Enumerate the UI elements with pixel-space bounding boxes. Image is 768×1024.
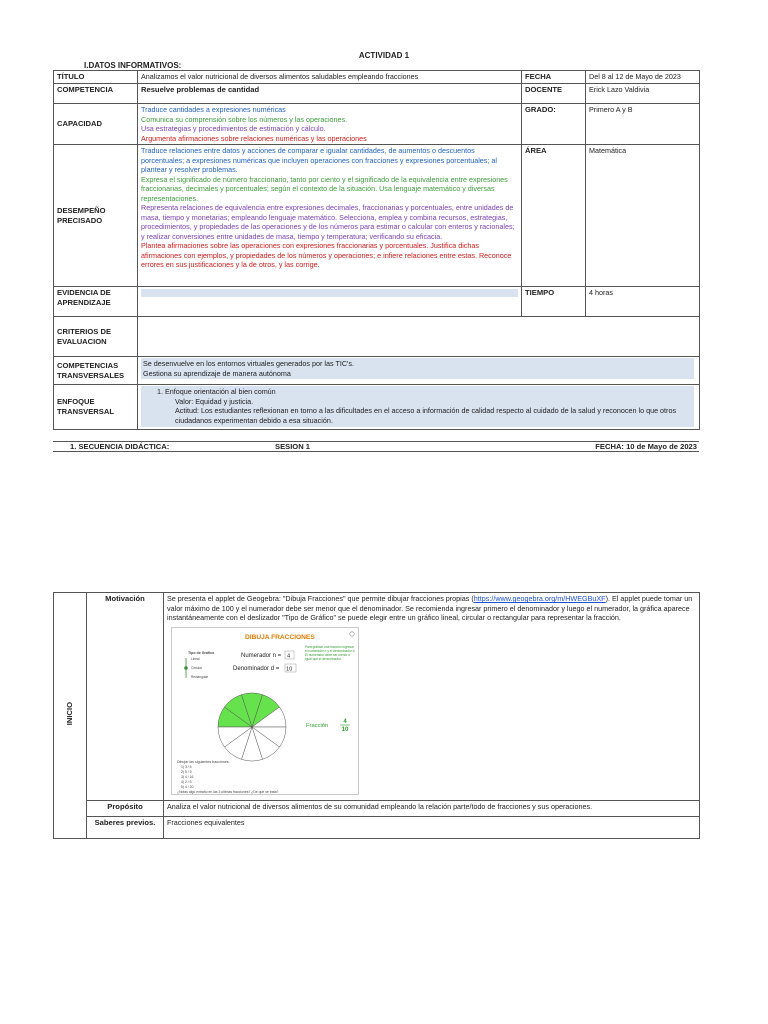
fraccion-numerador: 4 <box>343 718 347 725</box>
transversal-item: Se desenvuelve en los entornos virtuales generados por las TIC's. <box>143 359 354 369</box>
tipo-option-circular[interactable]: Circular <box>191 665 202 670</box>
desempeno-list <box>138 145 522 287</box>
docente-label: DOCENTE <box>522 84 586 104</box>
instruction-item: 5) 4 / 20 <box>181 784 194 789</box>
titulo-value: Analizamos el valor nutricional de diversos alimentos saludables empleando fracciones <box>138 71 522 84</box>
enfoque-valor: Valor: Equidad y justicia. <box>175 396 254 406</box>
tipo-option-lineal[interactable]: Lineal <box>191 656 200 661</box>
instructions-title: Dibujar las siguientes fracciones: <box>177 759 230 764</box>
capacidad-label: CAPACIDAD <box>54 104 138 145</box>
capacidad-item: Traduce cantidades a expresiones numéricas <box>141 105 286 115</box>
area-value: Matemática <box>586 145 700 287</box>
applet-title: DIBUJA FRACCIONES <box>245 633 315 641</box>
transversales-list <box>138 357 700 385</box>
transversales-block <box>141 358 694 379</box>
instruction-item: 3) 4 / 16 <box>181 774 194 779</box>
capacidad-item: Argumenta afirmaciones sobre relaciones numéricas y las operaciones <box>141 133 367 143</box>
proposito-label: Propósito <box>87 800 164 816</box>
transversal-item: Gestiona su aprendizaje de manera autónoma <box>143 368 291 378</box>
geogebra-link[interactable]: https://www.geogebra.org/m/HWEGBuXF <box>473 594 606 603</box>
tipo-grafico-label: Tipo de Gráfico <box>188 650 215 655</box>
area-label: ÁREA <box>522 145 586 287</box>
enfoque-content <box>141 386 694 427</box>
capacidad-item: Usa estrategias y procedimientos de estimación y cálculo. <box>141 124 326 134</box>
instruction-item: 1) 3 / 5 <box>181 764 192 769</box>
grado-label: GRADO: <box>522 104 586 145</box>
motivacion-cell <box>164 593 700 801</box>
saberes-label: Saberes previos. <box>87 816 164 838</box>
criterios-label: CRITERIOS DE EVALUACION <box>54 317 138 357</box>
applet-question: ¿Notas algo extraño en las 3 últimas fracciones? ¿De qué se trata? <box>177 789 279 794</box>
applet-hint: Para graficar una fracción ingresar el numerador n y el denominador d. El numerador debe ser menor o igual que el denominador. <box>305 644 356 661</box>
secuencia-sesion: SESION 1 <box>275 442 311 451</box>
capacidad-item: Comunica su comprensión sobre los números y las operaciones. <box>141 114 348 124</box>
instruction-item: 2) 5 / 9 <box>181 769 192 774</box>
desempeno-item: Representa relaciones de equivalencia entre expresiones decimales, fraccionarias y porcentuales, entre unidades de masa, tiempo y monetarias; empleando lenguaje matemático. Selecciona, emplea y combina recursos, estrategias, procedimientos, y propiedades de las operaciones y de los números para estimar o calcular con enteros y racionales; y realizar conversiones entre unidades de masa, tiempo y temperatura; verificando su eficacia. <box>141 203 515 241</box>
competencia-value: Resuelve problemas de cantidad <box>138 84 522 104</box>
tiempo-value: 4 horas <box>586 287 700 317</box>
numerador-label: Numerador n = <box>241 652 282 659</box>
desempeno-item: Expresa el significado de número fraccionario, tanto por ciento y el significado de la equivalencia entre expresiones fraccionarias, decimales y porcentuales; según el contexto de la situación. Usa lenguaje matemático y diversas representaciones. <box>141 174 508 203</box>
transversales-label: COMPETENCIAS TRANSVERSALES <box>54 357 138 385</box>
evidencia-label: EVIDENCIA DE APRENDIZAJE <box>54 287 138 317</box>
tiempo-label: TIEMPO <box>522 287 586 317</box>
geogebra-applet[interactable] <box>171 627 359 795</box>
fraction-pie <box>218 692 286 760</box>
desempeno-label: DESEMPEÑO PRECISADO <box>54 145 138 287</box>
fecha-label: FECHA <box>522 71 586 84</box>
motivacion-post: ). El applet puede tomar un valor máximo de 100 y el numerador debe ser menor que el denominador. Se recomienda ingresar primero el denominador y luego el numerador, la gráfica aparece instantáneamente con el deslizador "Tipo de Gráfico" se puede elegir entre un gráfico lineal, circular o rectangular para representar la fracción. <box>167 594 693 622</box>
applet-hint-wrap <box>305 645 357 675</box>
capacidad-list <box>138 104 522 145</box>
fraccion-label: Fracción <box>306 722 329 729</box>
inicio-cell <box>54 593 87 839</box>
denominador-value: 10 <box>286 666 293 672</box>
secuencia-bar <box>53 441 699 452</box>
desempeno-item: Plantea afirmaciones sobre las operaciones con expresiones fraccionarias y porcentuales. Justifica dichas afirmaciones con ejemplos, y propiedades de los números y operaciones; e infiere relaciones entre estas. Reconoce errores en sus justificaciones y la de otros, y las corrige. <box>141 241 512 270</box>
desempeno-item: Traduce relaciones entre datos y acciones de comparar e igualar cantidades, de aumentos o descuentos porcentuales; a expresiones numéricas que incluyen operaciones con fracciones y expresiones porcentuales; al plantear y resolver problemas. <box>141 146 497 175</box>
enfoque-label: ENFOQUE TRANSVERSAL <box>54 385 138 430</box>
applet-canvas <box>172 628 358 794</box>
evidencia-value <box>138 287 522 317</box>
numerador-value: 4 <box>287 653 291 659</box>
criterios-value <box>138 317 700 357</box>
tipo-option-rectangular[interactable]: Rectangular <box>191 674 209 679</box>
proposito-value: Analiza el valor nutricional de diversos alimentos de su comunidad empleando la relación parte/todo de fracciones y sus operaciones. <box>164 800 700 816</box>
secuencia-heading: 1. SECUENCIA DIDÁCTICA: <box>70 442 170 451</box>
denominador-label: Denominador d = <box>233 665 280 672</box>
saberes-value: Fracciones equivalentes <box>164 816 700 838</box>
info-table <box>53 70 700 430</box>
instruction-item: 4) 2 / 5 <box>181 779 192 784</box>
competencia-label: COMPETENCIA <box>54 84 138 104</box>
inicio-table <box>53 592 700 839</box>
page-title: ACTIVIDAD 1 <box>358 51 410 60</box>
motivacion-label: Motivación <box>87 593 164 801</box>
fecha-value: Del 8 al 12 de Mayo de 2023 <box>586 71 700 84</box>
inicio-label: INICIO <box>64 702 74 726</box>
enfoque-actitud: Actitud: Los estudiantes reflexionan en torno a las dificultades en el acceso a información de calidad respecto al cuidado de la salud y reconocen lo que otros ciudadanos experimentan debido a esa situación. <box>175 406 677 425</box>
motivacion-pre: Se presenta el applet de Geogebra: "Dibuja Fracciones" que permite dibujar fracciones propias ( <box>167 594 474 603</box>
enfoque-block <box>138 385 700 430</box>
fraccion-denominador: 10 <box>341 726 349 733</box>
section-heading: I.DATOS INFORMATIVOS: <box>84 61 182 70</box>
grado-value: Primero A y B <box>586 104 700 145</box>
docente-value: Erick Lazo Valdivia <box>586 84 700 104</box>
tipo-slider-handle[interactable] <box>184 666 188 670</box>
motivacion-text <box>167 594 696 623</box>
evidencia-field <box>141 289 518 297</box>
secuencia-fecha: FECHA: 10 de Mayo de 2023 <box>595 442 697 451</box>
refresh-icon[interactable] <box>350 631 354 635</box>
enfoque-item: 1. Enfoque orientación al bien común <box>157 387 276 397</box>
titulo-label: TÍTULO <box>54 71 138 84</box>
